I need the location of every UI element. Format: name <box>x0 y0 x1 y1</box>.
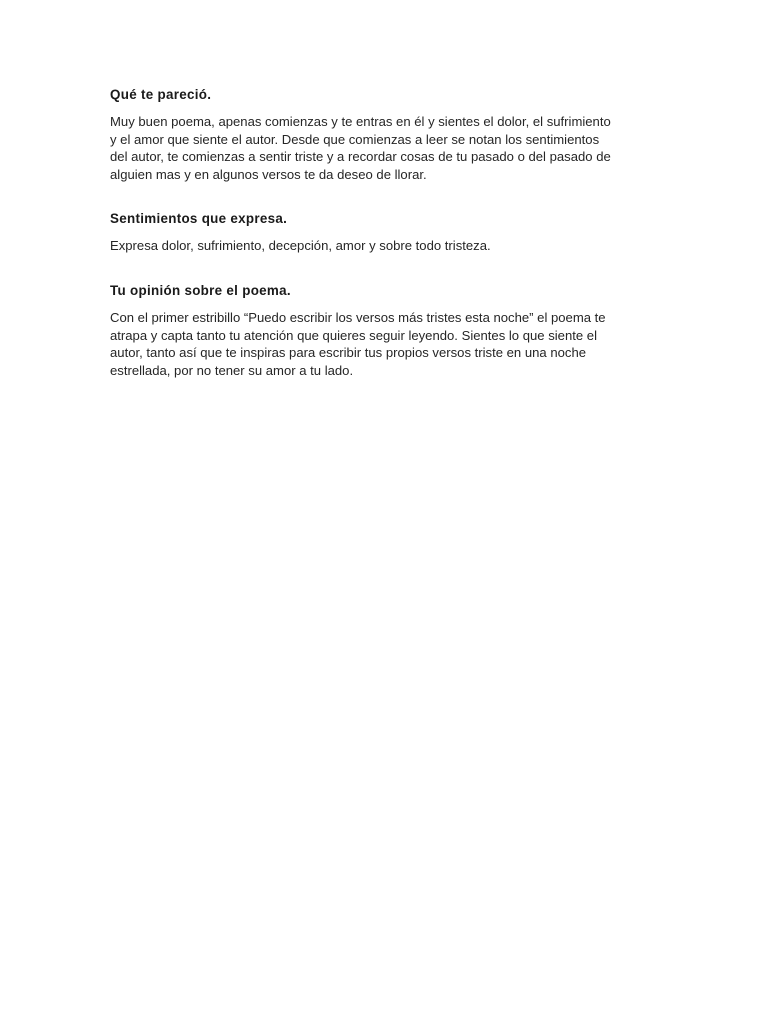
section-paragraph: Expresa dolor, sufrimiento, decepción, amor y sobre todo tristeza. <box>110 238 491 254</box>
section-heading: Qué te pareció. <box>110 87 212 102</box>
section-heading: Tu opinión sobre el poema. <box>110 282 291 298</box>
document-content <box>110 86 660 379</box>
section-opinion <box>110 282 660 379</box>
section-sentimientos <box>110 210 660 255</box>
section-heading: Sentimientos que expresa. <box>110 211 288 227</box>
section-paragraph: Muy buen poema, apenas comienzas y te entras en él y sientes el dolor, el sufrimiento y el amor que siente el autor. Desde que comienzas a leer se notan los sentimientos del autor, te comienzas a sentir triste y a recordar cosas de tu pasado o del pasado de alguien mas y en algunos versos te da deseo de llorar. <box>110 114 611 182</box>
section-paragraph: Con el primer estribillo “Puedo escribir los versos más tristes esta noche” el poema te atrapa y capta tanto tu atención que quieres seguir leyendo. Sientes lo que siente el autor, tanto así que te inspiras para escribir tus propios versos triste en una noche estrellada, por no tener su amor a tu lado. <box>110 309 606 378</box>
section-que-te-parecio <box>110 86 660 183</box>
